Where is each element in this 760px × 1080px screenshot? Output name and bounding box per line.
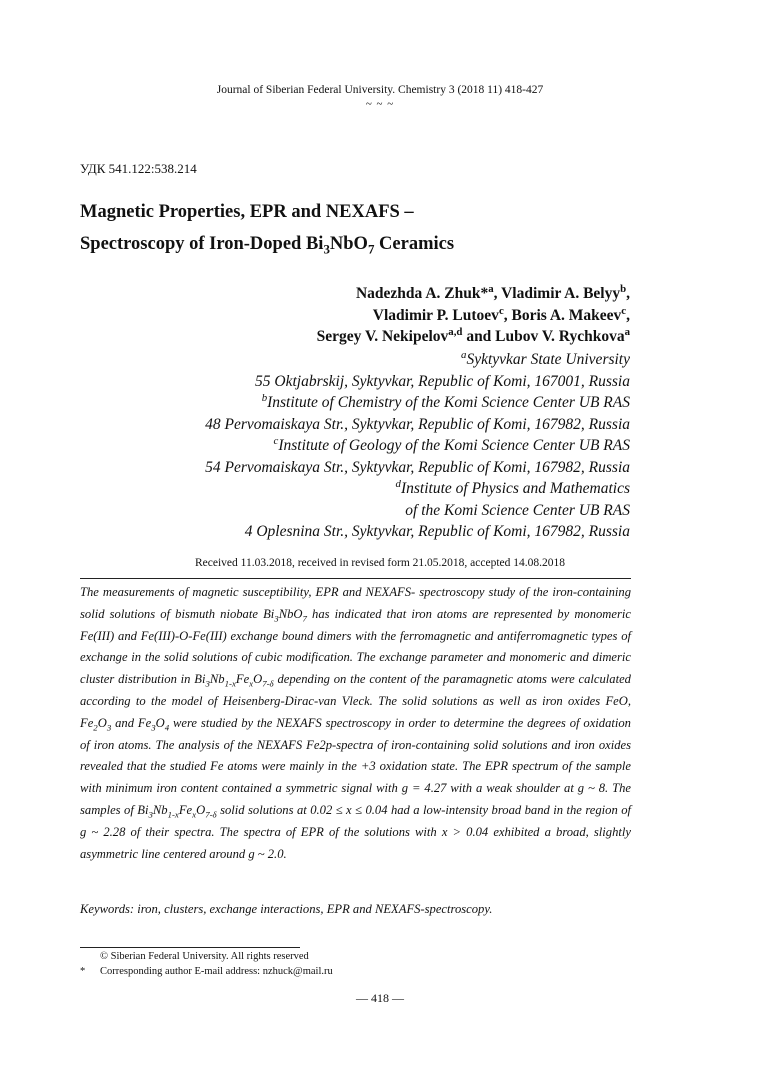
affiliation-line: $^c$Institute of Geology of the Komi Science Center UB RAS xyxy=(273,434,630,454)
title-line-2: Spectroscopy of Iron-Doped $Bi_3NbO_7$ Ceramics xyxy=(80,234,455,257)
author-line-1: Nadezhda A. Zhuk*$^a$, Vladimir A. Belyy$^b$, xyxy=(355,282,630,302)
abstract: The measurements of magnetic susceptibility, EPR and NEXAFS- spectroscopy study of the iron-containing solid solutions of bismuth niobate $Bi_3NbO_7$ has indicated that iron atoms are represented by monomeric Fe(III) and Fe(III)-O-Fe(III) exchange bound dimers with the ferromagnetic and antiferromagnetic types of exchange in the solid solutions of cubic modification. The exchange parameter and monomeric and dimeric cluster distribution in $Bi_3Nb_{1-x}Fe_xO_{7-\delta}$ depending on the content of the paramagnetic atoms were calculated according to the model of Heisenberg-Dirac-van Vleck. The solid solutions as well as iron oxides FeO, $Fe_2O_3$ and $Fe_3O_4$ were studied by the NEXAFS spectroscopy in order to determine the degrees of oxidation of iron atoms. The analysis of the NEXAFS Fe2p-spectra of iron-containing solid solutions and iron oxides revealed that the studied Fe atoms were mainly in the +3 oxidation state. The EPR spectrum of the sample with minimum iron content contained a symmetric signal with g = 4.27 with a weak shoulder at g ~ 8. The samples of $Bi_3Nb_{1-x}Fe_xO_{7-\delta}$ solid solutions at 0.02 ≤ x ≤ 0.04 had a low-intensity broad band in the region of g ~ 2.28 of their spectra. The spectra of EPR of the solutions with x > 0.04 exhibited a broad, slightly asymmetric line centered around g ~ 2.0. xyxy=(80,585,631,861)
affiliation-line: 4 Oplesnina Str., Syktyvkar, Republic of Komi, 167982, Russia xyxy=(244,523,630,540)
affiliation-line: 54 Pervomaiskaya Str., Syktyvkar, Republic of Komi, 167982, Russia xyxy=(205,458,630,476)
udk-code: УДК 541.122:538.214 xyxy=(80,161,197,176)
paper-title xyxy=(80,196,680,260)
affiliation-line: 48 Pervomaiskaya Str., Syktyvkar, Republic of Komi, 167982, Russia xyxy=(205,415,630,433)
received-dates: Received 11.03.2018, received in revised form 21.05.2018, accepted 14.08.2018 xyxy=(194,557,566,569)
affiliation-line: of the Komi Science Center UB RAS xyxy=(405,501,630,519)
author-list xyxy=(70,283,630,348)
affiliation-line: $^d$Institute of Physics and Mathematics xyxy=(395,477,630,497)
author-line-2: Vladimir P. Lutoev$^c$, Boris A. Makeev$^c$, xyxy=(372,304,630,324)
divider-line xyxy=(80,578,631,579)
corresponding-author-footnote: * Corresponding author E-mail address: nzhuck@mail.ru xyxy=(80,966,333,977)
affiliation-list xyxy=(70,349,630,543)
affiliation-line: $^b$Institute of Chemistry of the Komi Science Center UB RAS xyxy=(261,391,630,411)
keywords: Keywords: iron, clusters, exchange interactions, EPR and NEXAFS-spectroscopy. xyxy=(80,902,493,916)
footnote-rule xyxy=(80,947,300,948)
header-separator: ~ ~ ~ xyxy=(365,98,395,110)
journal-header: Journal of Siberian Federal University. Chemistry 3 (2018 11) 418-427 xyxy=(216,84,544,96)
copyright-footnote: © Siberian Federal University. All rights reserved xyxy=(100,951,309,962)
affiliation-line: $^a$Syktyvkar State University xyxy=(461,348,630,368)
title-line-1: Magnetic Properties, EPR and NEXAFS – xyxy=(80,202,414,222)
page-number: — 418 — xyxy=(356,991,404,1005)
author-line-3: Sergey V. Nekipelov$^{a,d}$ and Lubov V. Rychkova$^a$ xyxy=(316,325,630,345)
affiliation-line: 55 Oktjabrskij, Syktyvkar, Republic of Komi, 167001, Russia xyxy=(255,372,630,390)
